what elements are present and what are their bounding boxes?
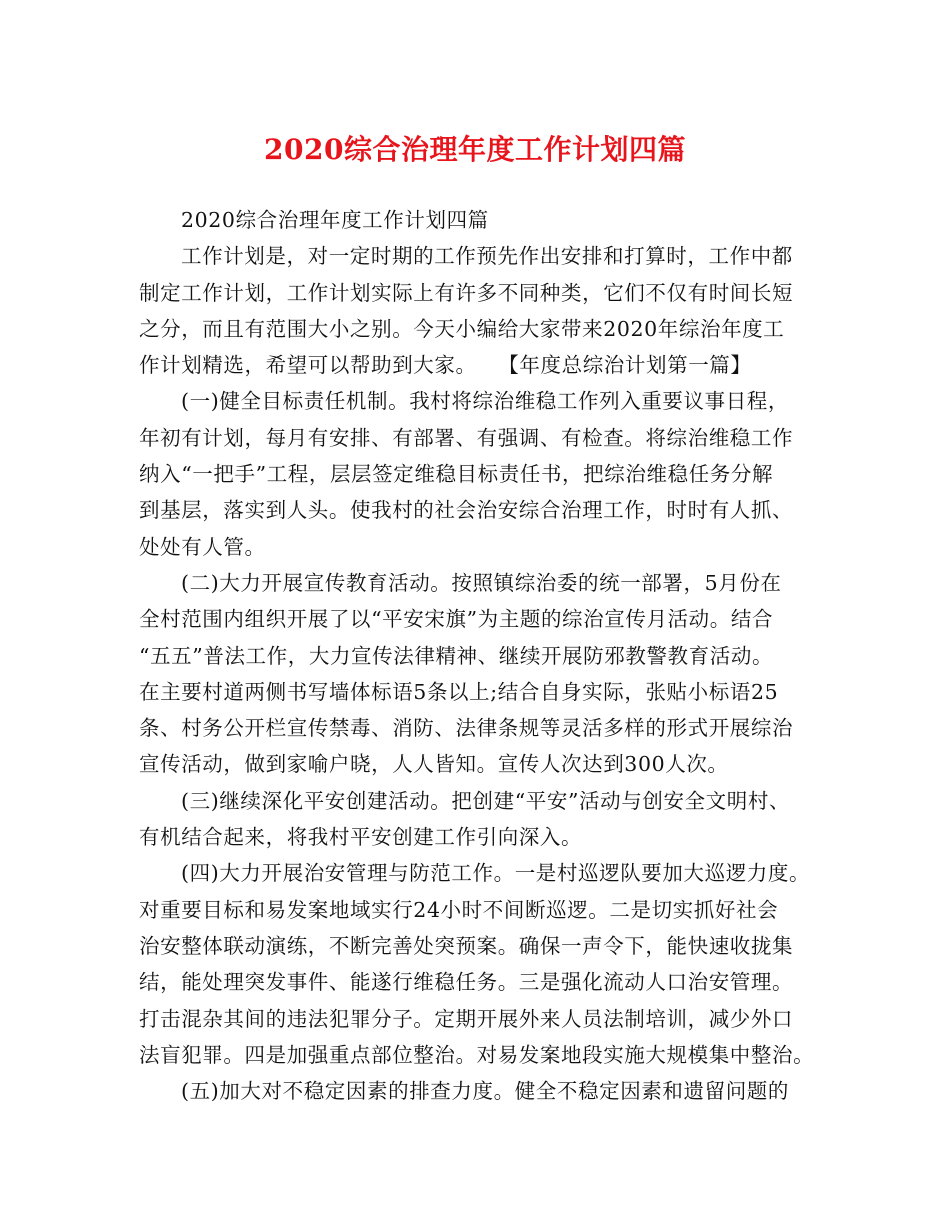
body-line: (二)大力开展宣传教育活动。按照镇综治委的统一部署，5月份在 bbox=[181, 570, 782, 595]
document-body bbox=[139, 202, 829, 1109]
body-line: (一)健全目标责任机制。我村将综治维稳工作列入重要议事日程， bbox=[181, 389, 789, 414]
body-line: 作计划精选，希望可以帮助到大家。 【年度总综治计划第一篇】 bbox=[139, 353, 752, 378]
body-line: “五五”普法工作，大力宣传法律精神、继续开展防邪教警教育活动。 bbox=[139, 643, 774, 668]
body-line: 打击混杂其间的违法犯罪分子。定期开展外来人员法制培训，减少外口 bbox=[139, 1006, 794, 1031]
body-line: (三)继续深化平安创建活动。把创建“平安”活动与创安全文明村、 bbox=[181, 788, 791, 813]
body-line: (五)加大对不稳定因素的排查力度。健全不稳定因素和遗留问题的 bbox=[181, 1079, 789, 1104]
body-line: 工作计划是，对一定时期的工作预先作出安排和打算时，工作中都 bbox=[181, 244, 793, 269]
body-line: 之分，而且有范围大小之别。今天小编给大家带来2020年综治年度工 bbox=[139, 316, 785, 341]
body-line: 治安整体联动演练，不断完善处突预案。确保一声令下，能快速收拢集 bbox=[139, 933, 794, 958]
body-line: 全村范围内组织开展了以“平安宋旗”为主题的综治宣传月活动。结合 bbox=[139, 607, 774, 632]
body-line: 制定工作计划，工作计划实际上有许多不同种类，它们不仅有时间长短 bbox=[139, 280, 794, 305]
body-line: 结，能处理突发事件、能遂行维稳任务。三是强化流动人口治安管理。 bbox=[139, 970, 794, 995]
body-line: 对重要目标和易发案地域实行24小时不间断巡逻。二是切实抓好社会 bbox=[139, 897, 779, 922]
body-line: 法盲犯罪。四是加强重点部位整治。对易发案地段实施大规模集中整治。 bbox=[139, 1042, 815, 1067]
body-line: 年初有计划，每月有安排、有部署、有强调、有检查。将综治维稳工作 bbox=[139, 425, 794, 450]
body-line: 条、村务公开栏宣传禁毒、消防、法律条规等灵活多样的形式开展综治 bbox=[139, 716, 794, 741]
body-line: 有机结合起来，将我村平安创建工作引向深入。 bbox=[139, 825, 583, 850]
body-line: 纳入“一把手”工程，层层签定维稳目标责任书，把综治维稳任务分解 bbox=[139, 462, 774, 487]
body-line: 宣传活动，做到家喻户晓，人人皆知。宣传人次达到300人次。 bbox=[139, 752, 729, 777]
body-line: 2020综合治理年度工作计划四篇 bbox=[181, 208, 489, 232]
body-line: (四)大力开展治安管理与防范工作。一是村巡逻队要加大巡逻力度。 bbox=[181, 861, 811, 886]
document-title: 2020综合治理年度工作计划四篇 bbox=[264, 133, 686, 166]
body-line: 在主要村道两侧书写墙体标语5条以上;结合自身实际，张贴小标语25 bbox=[139, 679, 779, 704]
body-line: 到基层，落实到人头。使我村的社会治安综合治理工作，时时有人抓、 bbox=[139, 498, 794, 523]
body-line: 处处有人管。 bbox=[139, 534, 266, 559]
